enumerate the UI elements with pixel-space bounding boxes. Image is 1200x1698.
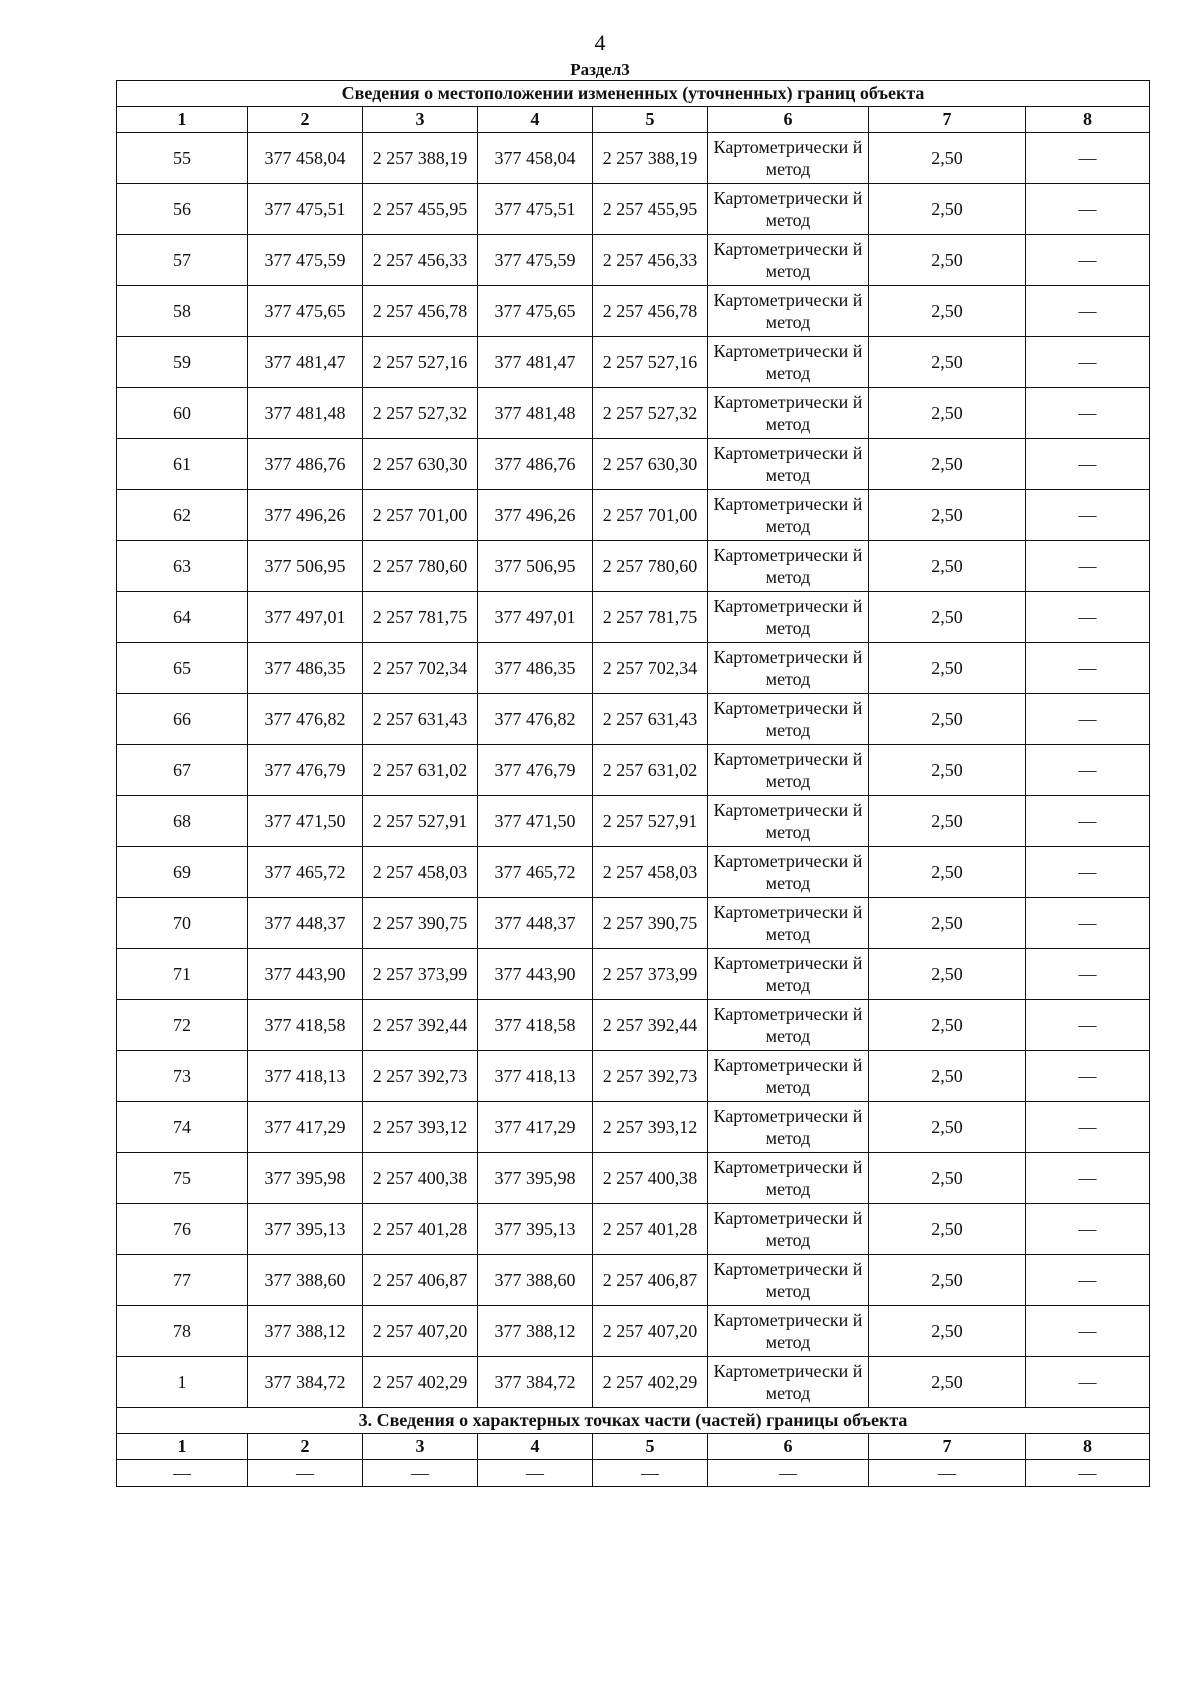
coord-x-refined: 377 475,59 [478, 235, 593, 286]
accuracy-cell: 2,50 [869, 439, 1026, 490]
accuracy-cell: 2,50 [869, 1204, 1026, 1255]
accuracy-cell: 2,50 [869, 1000, 1026, 1051]
point-number: 68 [117, 796, 248, 847]
note-cell: — [1026, 847, 1150, 898]
accuracy-cell: 2,50 [869, 1153, 1026, 1204]
coord-y-existing: 2 257 390,75 [363, 898, 478, 949]
coord-y-refined: 2 257 527,16 [593, 337, 708, 388]
accuracy-cell: 2,50 [869, 1102, 1026, 1153]
column-header: 6 [708, 1434, 869, 1460]
point-number: 63 [117, 541, 248, 592]
coord-y-refined: 2 257 631,02 [593, 745, 708, 796]
coord-x-existing: 377 417,29 [248, 1102, 363, 1153]
note-cell: — [1026, 439, 1150, 490]
accuracy-cell: 2,50 [869, 1255, 1026, 1306]
table-row [117, 337, 1150, 388]
note-cell: — [1026, 490, 1150, 541]
accuracy-cell: 2,50 [869, 949, 1026, 1000]
column-header: 2 [248, 107, 363, 133]
coord-x-existing: 377 481,48 [248, 388, 363, 439]
coord-y-existing: 2 257 455,95 [363, 184, 478, 235]
point-number: 73 [117, 1051, 248, 1102]
note-cell: — [1026, 1306, 1150, 1357]
point-number: 69 [117, 847, 248, 898]
point-number: 75 [117, 1153, 248, 1204]
coord-y-existing: 2 257 407,20 [363, 1306, 478, 1357]
method-cell: Картометрически й метод [708, 184, 869, 235]
coord-x-refined: 377 506,95 [478, 541, 593, 592]
point-number: 70 [117, 898, 248, 949]
coord-y-refined: 2 257 392,73 [593, 1051, 708, 1102]
coord-x-refined: 377 471,50 [478, 796, 593, 847]
coord-x-refined: 377 417,29 [478, 1102, 593, 1153]
coord-x-refined: 377 448,37 [478, 898, 593, 949]
note-cell: — [1026, 1000, 1150, 1051]
point-number: 65 [117, 643, 248, 694]
method-cell: Картометрически й метод [708, 541, 869, 592]
coord-y-existing: 2 257 631,02 [363, 745, 478, 796]
accuracy-cell: 2,50 [869, 541, 1026, 592]
method-cell: Картометрически й метод [708, 388, 869, 439]
coord-x-existing: 377 395,98 [248, 1153, 363, 1204]
coord-y-existing: 2 257 373,99 [363, 949, 478, 1000]
coord-y-existing: 2 257 392,44 [363, 1000, 478, 1051]
coord-y-existing: 2 257 456,78 [363, 286, 478, 337]
table-row [117, 1306, 1150, 1357]
note-cell: — [1026, 541, 1150, 592]
note-cell: — [1026, 745, 1150, 796]
coord-y-refined: 2 257 390,75 [593, 898, 708, 949]
accuracy-cell: 2,50 [869, 1051, 1026, 1102]
table-row [117, 1102, 1150, 1153]
column-header: 7 [869, 107, 1026, 133]
point-number: 74 [117, 1102, 248, 1153]
accuracy-cell: 2,50 [869, 745, 1026, 796]
empty-cell: — [869, 1460, 1026, 1487]
coord-y-refined: 2 257 456,78 [593, 286, 708, 337]
coord-x-refined: 377 486,76 [478, 439, 593, 490]
coord-x-existing: 377 476,82 [248, 694, 363, 745]
coord-y-refined: 2 257 407,20 [593, 1306, 708, 1357]
note-cell: — [1026, 898, 1150, 949]
coord-y-existing: 2 257 527,16 [363, 337, 478, 388]
note-cell: — [1026, 1153, 1150, 1204]
coord-x-existing: 377 465,72 [248, 847, 363, 898]
table-row [117, 1255, 1150, 1306]
coord-x-refined: 377 384,72 [478, 1357, 593, 1408]
method-cell: Картометрически й метод [708, 133, 869, 184]
note-cell: — [1026, 337, 1150, 388]
accuracy-cell: 2,50 [869, 1357, 1026, 1408]
method-cell: Картометрически й метод [708, 898, 869, 949]
coord-x-refined: 377 465,72 [478, 847, 593, 898]
coord-y-existing: 2 257 400,38 [363, 1153, 478, 1204]
method-cell: Картометрически й метод [708, 592, 869, 643]
coord-x-refined: 377 496,26 [478, 490, 593, 541]
note-cell: — [1026, 235, 1150, 286]
coord-y-existing: 2 257 401,28 [363, 1204, 478, 1255]
method-cell: Картометрически й метод [708, 490, 869, 541]
note-cell: — [1026, 1255, 1150, 1306]
table-row [117, 133, 1150, 184]
coord-y-refined: 2 257 456,33 [593, 235, 708, 286]
coord-x-existing: 377 497,01 [248, 592, 363, 643]
table-row [117, 796, 1150, 847]
note-cell: — [1026, 796, 1150, 847]
coord-y-refined: 2 257 631,43 [593, 694, 708, 745]
coord-x-refined: 377 486,35 [478, 643, 593, 694]
accuracy-cell: 2,50 [869, 286, 1026, 337]
method-cell: Картометрически й метод [708, 1204, 869, 1255]
empty-cell: — [708, 1460, 869, 1487]
coord-x-refined: 377 395,98 [478, 1153, 593, 1204]
coord-x-existing: 377 475,51 [248, 184, 363, 235]
accuracy-cell: 2,50 [869, 796, 1026, 847]
column-header-row [117, 107, 1150, 133]
coord-y-refined: 2 257 527,32 [593, 388, 708, 439]
column-header: 2 [248, 1434, 363, 1460]
coord-x-refined: 377 481,48 [478, 388, 593, 439]
coord-x-existing: 377 475,59 [248, 235, 363, 286]
coord-x-refined: 377 388,12 [478, 1306, 593, 1357]
table-row [117, 439, 1150, 490]
empty-cell: — [1026, 1460, 1150, 1487]
point-number: 56 [117, 184, 248, 235]
coord-y-existing: 2 257 527,32 [363, 388, 478, 439]
table-row [117, 592, 1150, 643]
note-cell: — [1026, 592, 1150, 643]
accuracy-cell: 2,50 [869, 847, 1026, 898]
column-header: 6 [708, 107, 869, 133]
coord-x-existing: 377 481,47 [248, 337, 363, 388]
coord-x-refined: 377 481,47 [478, 337, 593, 388]
method-cell: Картометрически й метод [708, 286, 869, 337]
empty-cell: — [593, 1460, 708, 1487]
coord-y-existing: 2 257 630,30 [363, 439, 478, 490]
method-cell: Картометрически й метод [708, 847, 869, 898]
empty-cell: — [248, 1460, 363, 1487]
table-row [117, 235, 1150, 286]
method-cell: Картометрически й метод [708, 745, 869, 796]
coord-x-existing: 377 448,37 [248, 898, 363, 949]
method-cell: Картометрически й метод [708, 1000, 869, 1051]
point-number: 64 [117, 592, 248, 643]
coord-y-refined: 2 257 527,91 [593, 796, 708, 847]
method-cell: Картометрически й метод [708, 1306, 869, 1357]
point-number: 72 [117, 1000, 248, 1051]
coord-x-refined: 377 418,13 [478, 1051, 593, 1102]
column-header: 5 [593, 107, 708, 133]
point-number: 55 [117, 133, 248, 184]
table-row [117, 1000, 1150, 1051]
point-number: 1 [117, 1357, 248, 1408]
table-row [117, 541, 1150, 592]
method-cell: Картометрически й метод [708, 796, 869, 847]
note-cell: — [1026, 1051, 1150, 1102]
coord-y-existing: 2 257 406,87 [363, 1255, 478, 1306]
table-row [117, 1051, 1150, 1102]
method-cell: Картометрически й метод [708, 1255, 869, 1306]
coord-y-existing: 2 257 527,91 [363, 796, 478, 847]
accuracy-cell: 2,50 [869, 1306, 1026, 1357]
section-title: Раздел3 [570, 60, 630, 79]
table-row [117, 286, 1150, 337]
table-row [117, 694, 1150, 745]
point-number: 59 [117, 337, 248, 388]
coord-y-existing: 2 257 456,33 [363, 235, 478, 286]
coord-y-refined: 2 257 630,30 [593, 439, 708, 490]
column-header: 4 [478, 1434, 593, 1460]
coord-x-existing: 377 476,79 [248, 745, 363, 796]
method-cell: Картометрически й метод [708, 337, 869, 388]
column-header: 8 [1026, 107, 1150, 133]
coord-y-refined: 2 257 701,00 [593, 490, 708, 541]
method-cell: Картометрически й метод [708, 1153, 869, 1204]
note-cell: — [1026, 184, 1150, 235]
coord-y-existing: 2 257 388,19 [363, 133, 478, 184]
coord-y-existing: 2 257 631,43 [363, 694, 478, 745]
coord-x-existing: 377 418,13 [248, 1051, 363, 1102]
table-row [117, 847, 1150, 898]
coord-x-refined: 377 475,65 [478, 286, 593, 337]
column-header: 7 [869, 1434, 1026, 1460]
table-row [117, 1357, 1150, 1408]
coord-y-existing: 2 257 701,00 [363, 490, 478, 541]
coord-y-refined: 2 257 702,34 [593, 643, 708, 694]
column-header: 1 [117, 107, 248, 133]
column-header: 5 [593, 1434, 708, 1460]
coord-x-existing: 377 486,35 [248, 643, 363, 694]
accuracy-cell: 2,50 [869, 184, 1026, 235]
coord-x-refined: 377 458,04 [478, 133, 593, 184]
table-row [117, 898, 1150, 949]
coord-y-existing: 2 257 393,12 [363, 1102, 478, 1153]
coord-x-existing: 377 395,13 [248, 1204, 363, 1255]
method-cell: Картометрически й метод [708, 439, 869, 490]
coord-x-existing: 377 388,12 [248, 1306, 363, 1357]
coord-y-refined: 2 257 406,87 [593, 1255, 708, 1306]
section-3-header-row [117, 1434, 1150, 1460]
note-cell: — [1026, 133, 1150, 184]
coord-x-existing: 377 475,65 [248, 286, 363, 337]
column-header: 3 [363, 1434, 478, 1460]
point-number: 78 [117, 1306, 248, 1357]
coord-x-existing: 377 384,72 [248, 1357, 363, 1408]
table-row [117, 388, 1150, 439]
point-number: 71 [117, 949, 248, 1000]
empty-cell: — [117, 1460, 248, 1487]
coord-y-refined: 2 257 373,99 [593, 949, 708, 1000]
point-number: 58 [117, 286, 248, 337]
method-cell: Картометрически й метод [708, 235, 869, 286]
note-cell: — [1026, 1357, 1150, 1408]
point-number: 57 [117, 235, 248, 286]
coord-y-refined: 2 257 400,38 [593, 1153, 708, 1204]
table-row [117, 949, 1150, 1000]
point-number: 77 [117, 1255, 248, 1306]
coord-y-refined: 2 257 401,28 [593, 1204, 708, 1255]
note-cell: — [1026, 286, 1150, 337]
coord-y-existing: 2 257 780,60 [363, 541, 478, 592]
page-number: 4 [594, 30, 606, 55]
accuracy-cell: 2,50 [869, 133, 1026, 184]
boundary-table [116, 80, 1150, 1487]
coord-y-refined: 2 257 392,44 [593, 1000, 708, 1051]
coord-y-refined: 2 257 402,29 [593, 1357, 708, 1408]
accuracy-cell: 2,50 [869, 388, 1026, 439]
point-number: 67 [117, 745, 248, 796]
column-header: 8 [1026, 1434, 1150, 1460]
coord-y-refined: 2 257 458,03 [593, 847, 708, 898]
coord-y-refined: 2 257 780,60 [593, 541, 708, 592]
method-cell: Картометрически й метод [708, 694, 869, 745]
coord-x-existing: 377 471,50 [248, 796, 363, 847]
coord-x-refined: 377 497,01 [478, 592, 593, 643]
point-number: 76 [117, 1204, 248, 1255]
section-3-caption [117, 1408, 1150, 1434]
coord-x-existing: 377 388,60 [248, 1255, 363, 1306]
coord-x-existing: 377 486,76 [248, 439, 363, 490]
column-header: 4 [478, 107, 593, 133]
section-3-caption-text: 3. Сведения о характерных точках части (частей) границы объекта [117, 1408, 1150, 1434]
method-cell: Картометрически й метод [708, 1051, 869, 1102]
accuracy-cell: 2,50 [869, 592, 1026, 643]
note-cell: — [1026, 1102, 1150, 1153]
coord-x-existing: 377 496,26 [248, 490, 363, 541]
table-row [117, 184, 1150, 235]
table-row [117, 1204, 1150, 1255]
coord-y-refined: 2 257 393,12 [593, 1102, 708, 1153]
coord-y-existing: 2 257 781,75 [363, 592, 478, 643]
accuracy-cell: 2,50 [869, 337, 1026, 388]
coord-x-existing: 377 443,90 [248, 949, 363, 1000]
empty-cell: — [478, 1460, 593, 1487]
coord-x-refined: 377 476,82 [478, 694, 593, 745]
table-row [117, 643, 1150, 694]
method-cell: Картометрически й метод [708, 949, 869, 1000]
coord-x-existing: 377 458,04 [248, 133, 363, 184]
table-caption-text: Сведения о местоположении измененных (уточненных) границ объекта [117, 81, 1150, 107]
coord-x-refined: 377 418,58 [478, 1000, 593, 1051]
table-body [117, 81, 1150, 1487]
coord-x-refined: 377 395,13 [478, 1204, 593, 1255]
table-row [117, 1153, 1150, 1204]
coord-x-refined: 377 443,90 [478, 949, 593, 1000]
coord-y-existing: 2 257 402,29 [363, 1357, 478, 1408]
coord-x-refined: 377 476,79 [478, 745, 593, 796]
coord-y-refined: 2 257 781,75 [593, 592, 708, 643]
note-cell: — [1026, 949, 1150, 1000]
accuracy-cell: 2,50 [869, 643, 1026, 694]
point-number: 62 [117, 490, 248, 541]
point-number: 60 [117, 388, 248, 439]
method-cell: Картометрически й метод [708, 1102, 869, 1153]
coord-x-refined: 377 475,51 [478, 184, 593, 235]
note-cell: — [1026, 643, 1150, 694]
coord-x-refined: 377 388,60 [478, 1255, 593, 1306]
table-row [117, 745, 1150, 796]
coord-x-existing: 377 418,58 [248, 1000, 363, 1051]
accuracy-cell: 2,50 [869, 490, 1026, 541]
method-cell: Картометрически й метод [708, 643, 869, 694]
coord-y-refined: 2 257 388,19 [593, 133, 708, 184]
accuracy-cell: 2,50 [869, 235, 1026, 286]
column-header: 3 [363, 107, 478, 133]
accuracy-cell: 2,50 [869, 898, 1026, 949]
table-caption [117, 81, 1150, 107]
point-number: 61 [117, 439, 248, 490]
accuracy-cell: 2,50 [869, 694, 1026, 745]
coord-y-existing: 2 257 392,73 [363, 1051, 478, 1102]
column-header: 1 [117, 1434, 248, 1460]
coord-y-refined: 2 257 455,95 [593, 184, 708, 235]
coord-x-existing: 377 506,95 [248, 541, 363, 592]
section-3-empty-row [117, 1460, 1150, 1487]
table-row [117, 490, 1150, 541]
note-cell: — [1026, 388, 1150, 439]
note-cell: — [1026, 1204, 1150, 1255]
note-cell: — [1026, 694, 1150, 745]
empty-cell: — [363, 1460, 478, 1487]
coord-y-existing: 2 257 458,03 [363, 847, 478, 898]
method-cell: Картометрически й метод [708, 1357, 869, 1408]
coord-y-existing: 2 257 702,34 [363, 643, 478, 694]
point-number: 66 [117, 694, 248, 745]
